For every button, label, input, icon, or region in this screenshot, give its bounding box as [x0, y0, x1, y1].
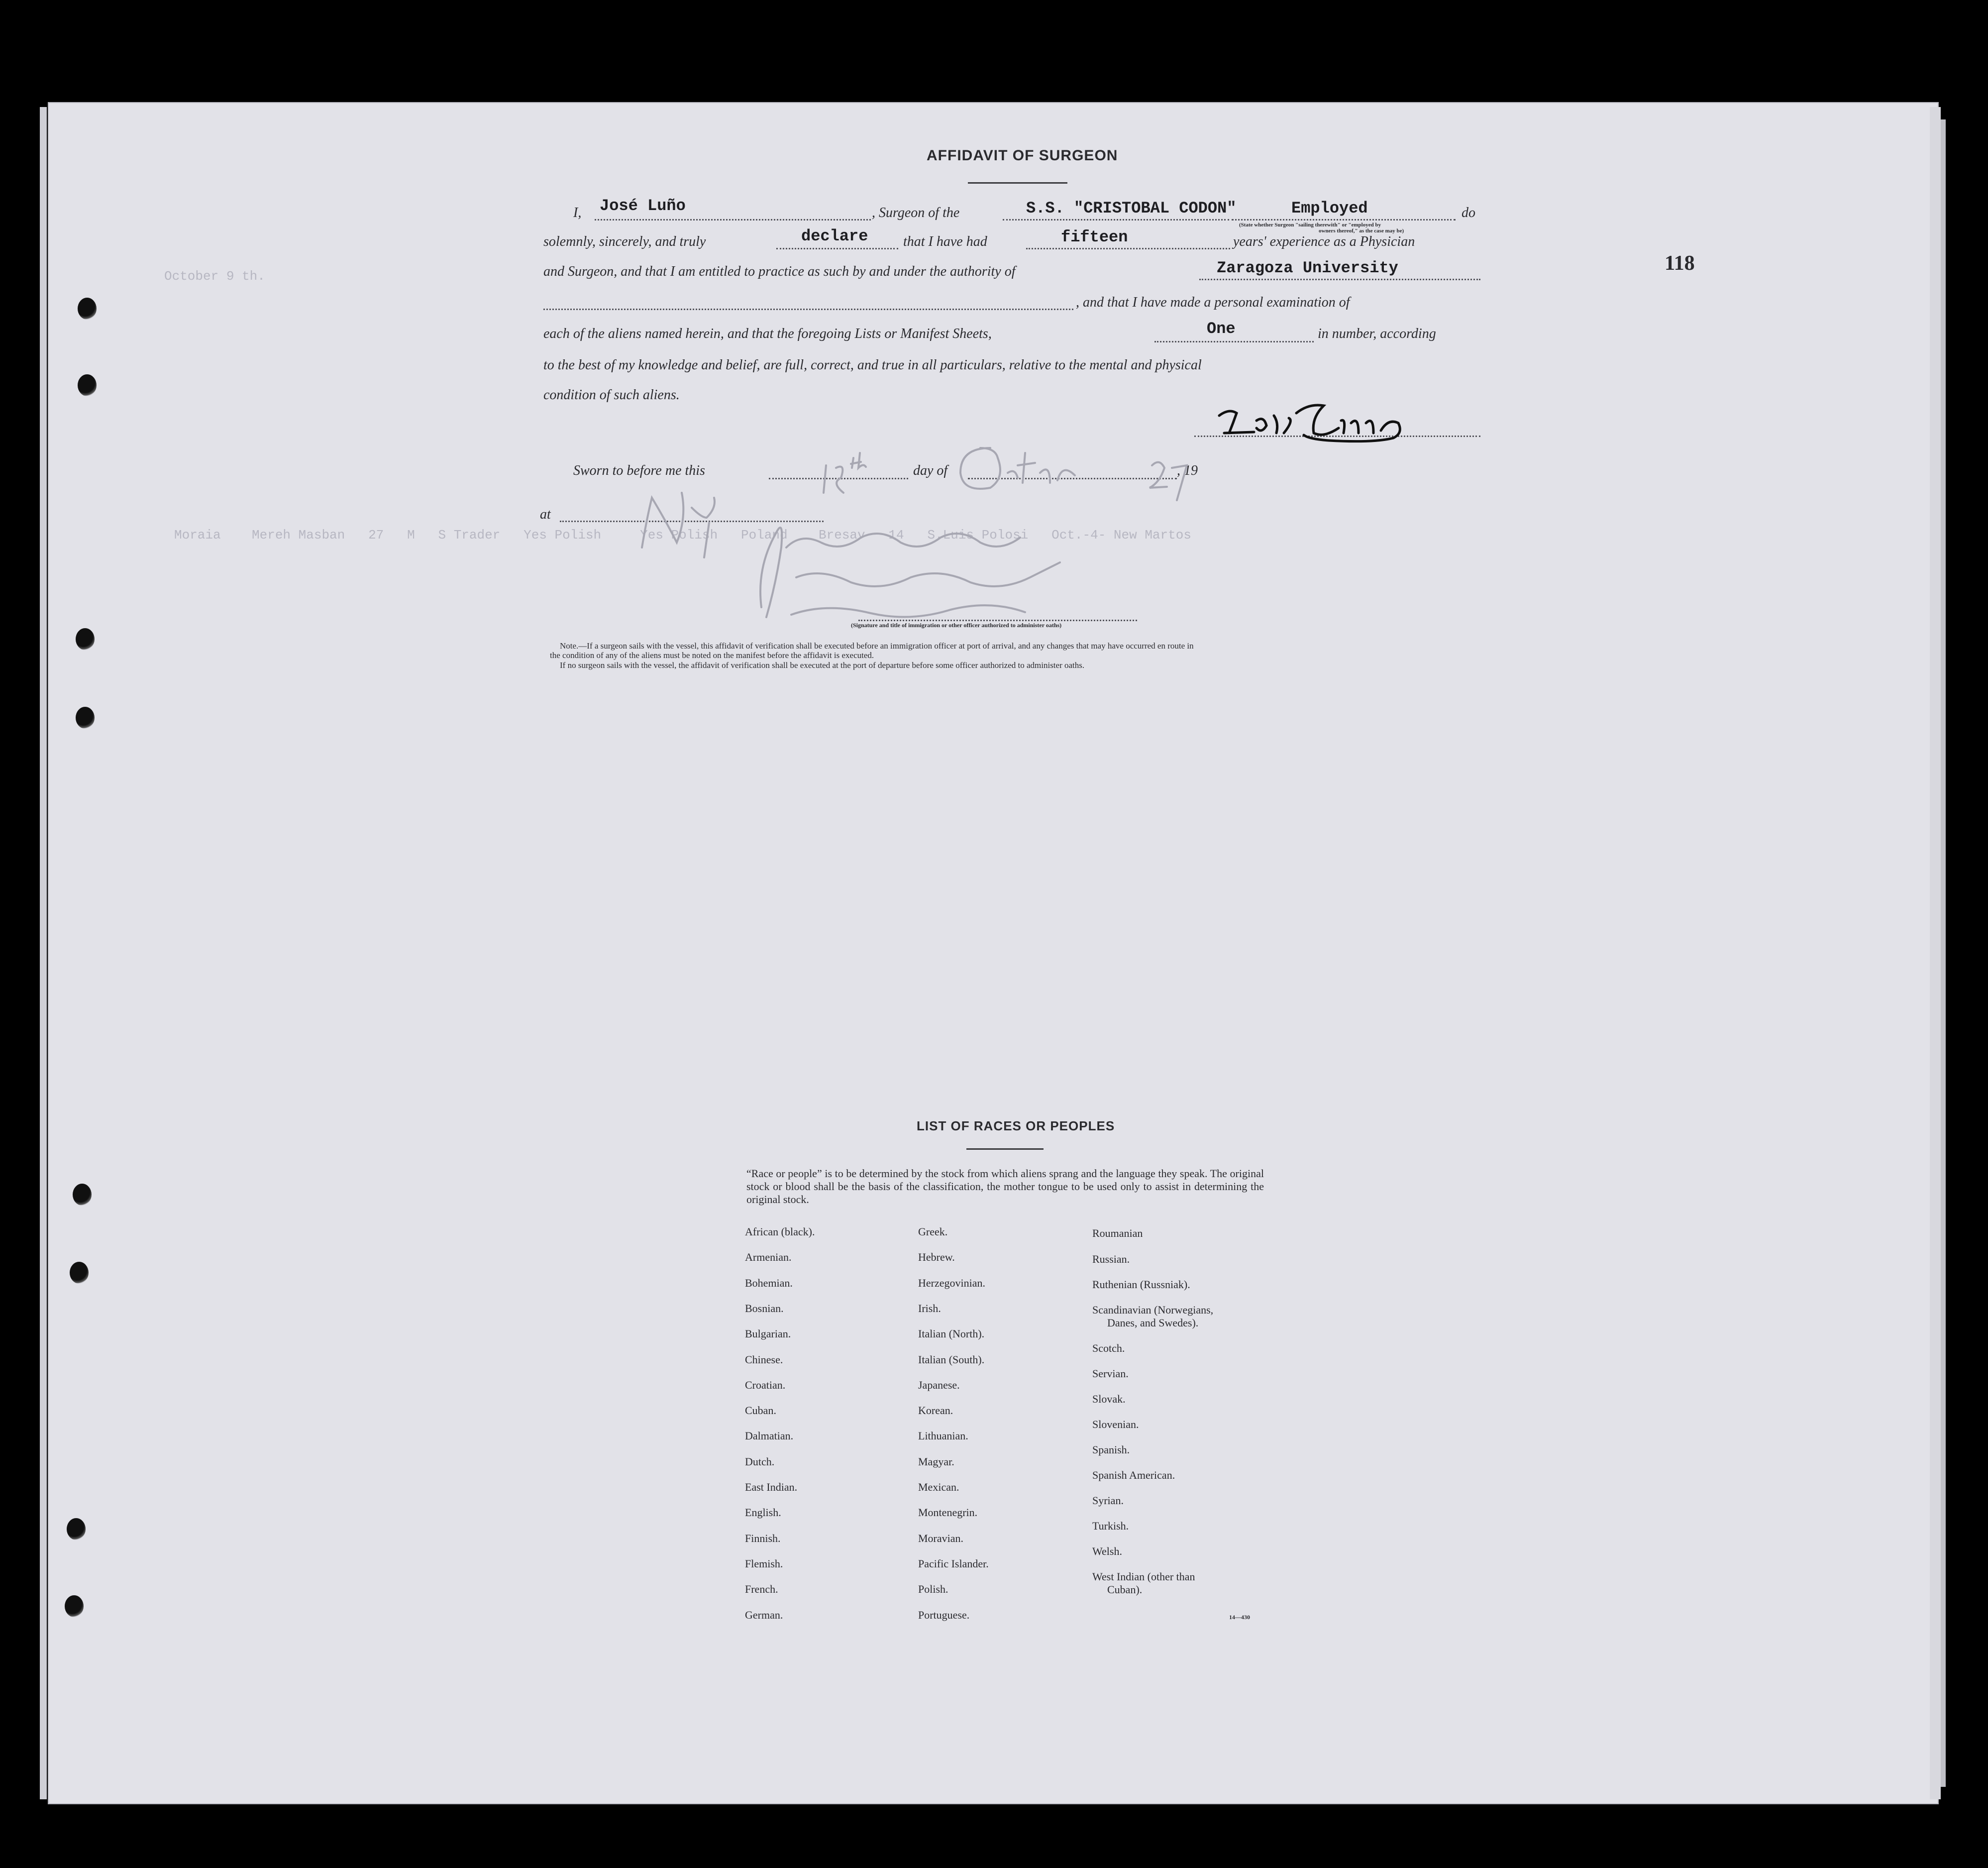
race-item: Pacific Islander. [918, 1557, 989, 1570]
race-item: Dalmatian. [745, 1429, 794, 1442]
race-item: Japanese. [918, 1378, 960, 1391]
officer-caption: (Signature and title of immigration or other officer authorized to administer oaths) [851, 622, 1062, 629]
punch-hole [65, 1595, 84, 1617]
employment-status: Employed [1291, 199, 1368, 218]
dotted-line [543, 309, 1073, 310]
page-right-edge-shadow [1941, 119, 1946, 1787]
sheets-count: One [1207, 320, 1236, 338]
page-number: 118 [1665, 252, 1695, 275]
dotted-line [1199, 279, 1480, 280]
race-item: German. [745, 1608, 783, 1621]
race-item: Italian (South). [918, 1353, 985, 1366]
race-item: Chinese. [745, 1353, 783, 1366]
note-line: the condition of any of the aliens must be noted on the manifest before the affidavit is executed. [550, 651, 874, 660]
race-item: Armenian. [745, 1251, 792, 1264]
race-item: Italian (North). [918, 1327, 985, 1340]
race-item: Mexican. [918, 1481, 959, 1493]
dotted-line [1026, 248, 1230, 249]
race-item: Polish. [918, 1583, 948, 1596]
officer-signature-line [858, 620, 1137, 621]
race-item: Russian. [1092, 1253, 1130, 1265]
punch-hole [78, 374, 97, 396]
affidavit-text: and Surgeon, and that I am entitled to practice as such by and under the authority of [543, 264, 1016, 279]
ship-name: S.S. "CRISTOBAL CODON" [1026, 199, 1237, 218]
note-line: If no surgeon sails with the vessel, the affidavit of verification shall be executed at the port of departure before some officer authorized to administer oaths. [560, 660, 1085, 670]
race-item: Ruthenian (Russniak). [1092, 1278, 1190, 1291]
race-item: Roumanian [1092, 1227, 1143, 1239]
race-item: Welsh. [1092, 1545, 1122, 1557]
affidavit-title: AFFIDAVIT OF SURGEON [927, 147, 1118, 164]
race-item: Spanish. [1092, 1443, 1130, 1456]
race-item: East Indian. [745, 1481, 798, 1493]
race-item: Cuban). [1107, 1583, 1143, 1596]
punch-hole [70, 1262, 89, 1284]
bleed-through-text: Moraia Mereh Masban 27 M S Trader Yes Polish Yes Polish Poland Bresav 14 S.Luis Polosi Oct.-4- New Martos [174, 528, 1191, 543]
race-item: French. [745, 1583, 778, 1596]
dotted-line [1232, 219, 1456, 220]
race-item: Spanish American. [1092, 1469, 1175, 1481]
affidavit-text: in number, according [1318, 326, 1436, 341]
affidavit-text: I, [573, 205, 582, 220]
affidavit-text: do [1462, 205, 1475, 220]
affidavit-text: Sworn to before me this [573, 463, 705, 478]
race-item: Lithuanian. [918, 1429, 968, 1442]
dotted-line [1003, 219, 1229, 220]
affidavit-text: condition of such aliens. [543, 387, 680, 403]
form-number: 14—430 [1229, 1614, 1250, 1621]
officer-handwriting [612, 418, 1259, 627]
race-item: Cuban. [745, 1404, 776, 1417]
title-rule [968, 182, 1067, 184]
race-item: Bulgarian. [745, 1327, 791, 1340]
dotted-line [595, 219, 871, 220]
race-item: Irish. [918, 1302, 941, 1315]
race-item: Scotch. [1092, 1342, 1125, 1354]
affidavit-text: years' experience as a Physician [1233, 234, 1415, 249]
race-item: Hebrew. [918, 1251, 955, 1264]
race-item: Greek. [918, 1225, 948, 1238]
race-item: Moravian. [918, 1532, 964, 1544]
employment-note: owners thereof," as the case may be) [1319, 228, 1404, 234]
affidavit-text: solemnly, sincerely, and truly [543, 234, 706, 249]
bleed-through-text: October 9 th. [164, 269, 265, 284]
race-item: Herzegovinian. [918, 1276, 985, 1289]
race-item: Bohemian. [745, 1276, 793, 1289]
affidavit-text: , Surgeon of the [872, 205, 960, 220]
affidavit-text: that I have had [903, 234, 987, 249]
race-item: Slovak. [1092, 1393, 1126, 1405]
race-item: Croatian. [745, 1378, 786, 1391]
race-item: Flemish. [745, 1557, 783, 1570]
race-item: Slovenian. [1092, 1418, 1139, 1430]
surgeon-name: José Luño [600, 197, 686, 215]
punch-hole [78, 298, 97, 320]
race-item: Dutch. [745, 1455, 775, 1468]
race-item: Servian. [1092, 1367, 1129, 1380]
page-left-edge [40, 107, 47, 1799]
race-item: Danes, and Swedes). [1107, 1317, 1199, 1329]
punch-hole [73, 1184, 92, 1206]
authority: Zaragoza University [1217, 259, 1398, 277]
races-rule [966, 1148, 1044, 1150]
affidavit-text: , 19 [1177, 463, 1198, 478]
race-item: Portuguese. [918, 1608, 970, 1621]
race-item: Magyar. [918, 1455, 954, 1468]
dotted-line [776, 248, 898, 249]
affidavit-text: day of [913, 463, 948, 478]
races-intro: “Race or people” is to be determined by the stock from which aliens sprang and the language they speak. The original stock or blood shall be the basis of the classification, the mother tongue to be used only to assist in determining the original stock. [746, 1167, 1264, 1206]
race-item: Syrian. [1092, 1494, 1124, 1507]
race-item: Scandinavian (Norwegians, [1092, 1304, 1214, 1316]
years-experience: fifteen [1061, 228, 1128, 246]
punch-hole [76, 628, 95, 650]
race-item: African (black). [745, 1225, 815, 1238]
race-item: West Indian (other than [1092, 1570, 1195, 1583]
affidavit-text: , and that I have made a personal examination of [1076, 295, 1350, 310]
race-item: Korean. [918, 1404, 953, 1417]
race-item: Bosnian. [745, 1302, 784, 1315]
race-item: Montenegrin. [918, 1506, 978, 1519]
note-line: Note.—If a surgeon sails with the vessel, this affidavit of verification shall be executed before an immigration officer at port of arrival, and any changes that may have occurred en route in [560, 641, 1194, 651]
punch-hole [76, 707, 95, 729]
punch-hole [67, 1518, 86, 1540]
dotted-line [1154, 341, 1314, 342]
affidavit-text: at [540, 507, 551, 522]
declare-word: declare [801, 227, 868, 245]
employment-note: (State whether Surgeon "sailing therewith" or "employed by [1239, 222, 1381, 228]
race-item: English. [745, 1506, 781, 1519]
race-item: Finnish. [745, 1532, 781, 1544]
page-right-edge [1930, 107, 1941, 1799]
affidavit-text: each of the aliens named herein, and that the foregoing Lists or Manifest Sheets, [543, 326, 992, 341]
affidavit-text: to the best of my knowledge and belief, are full, correct, and true in all particulars, relative to the mental and physical [543, 357, 1202, 373]
races-title: LIST OF RACES OR PEOPLES [917, 1118, 1115, 1133]
race-item: Turkish. [1092, 1520, 1129, 1532]
